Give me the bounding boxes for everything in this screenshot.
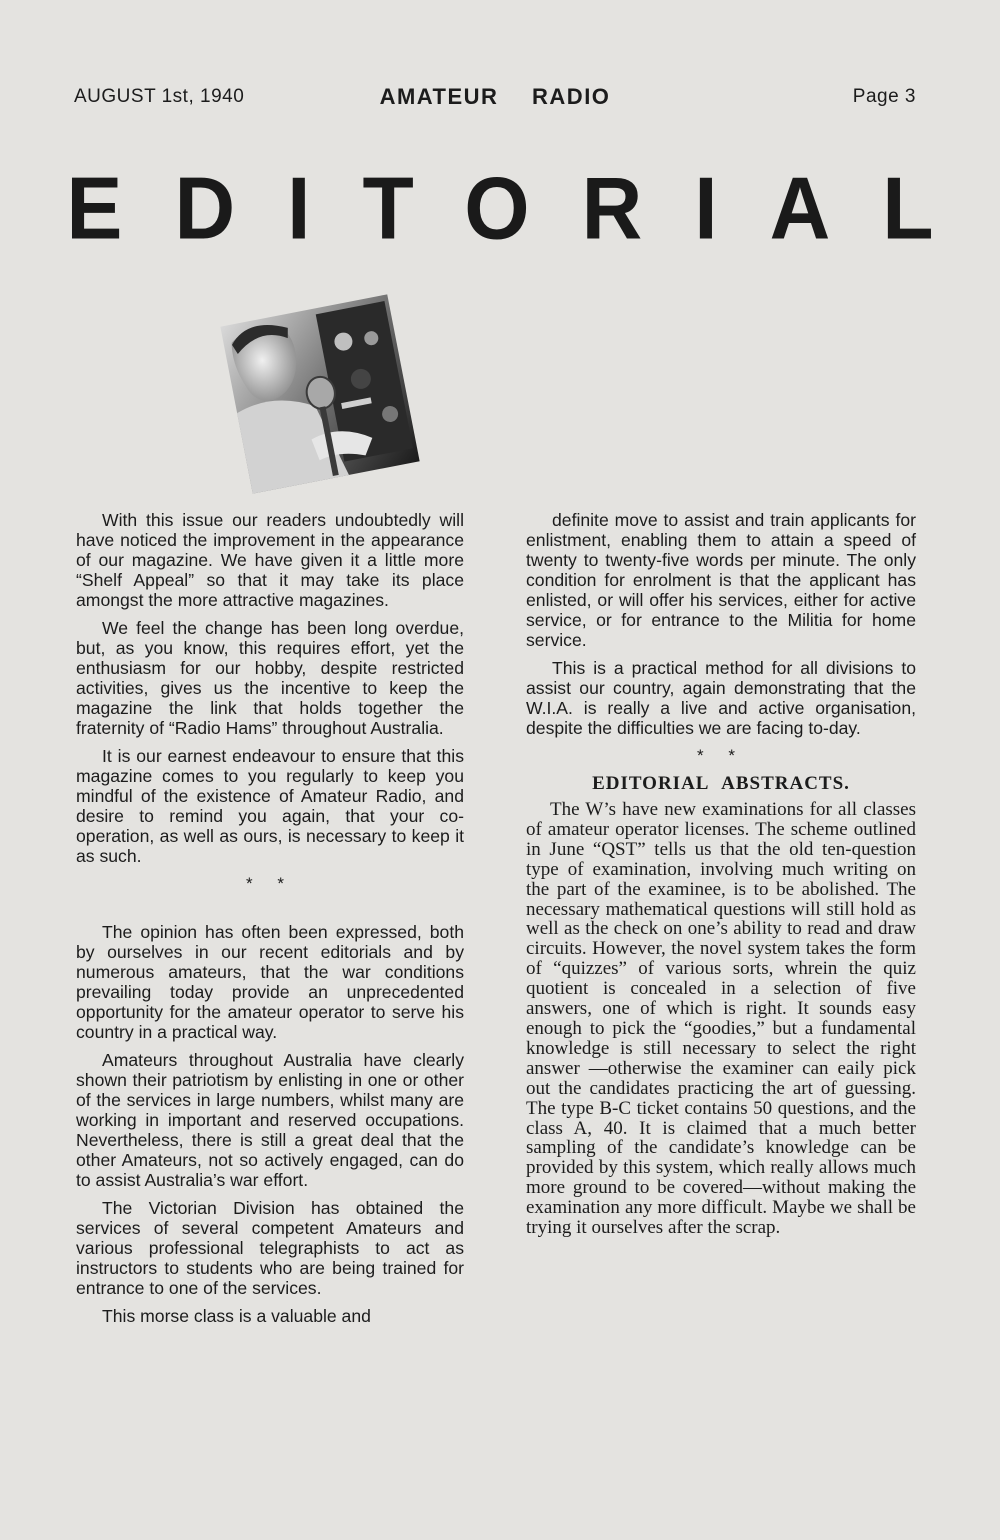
abstracts-heading: EDITORIAL ABSTRACTS. (592, 773, 850, 794)
paragraph: It is our earnest endeavour to ensure that this magazine comes to you regularly to keep you mindful of the existence of Amateur Radio, and desire to remind you again, that your co-operation, as well as ours, is necessary to keep it as such. (76, 746, 464, 866)
right-column (526, 510, 916, 1246)
paragraph: This is a practical method for all divisions to assist our country, again demonstrating that the W.I.A. is really a live and active organisation, despite the difficulties we are facing to-day. (526, 658, 916, 738)
magazine-name: AMATEUR RADIO (379, 84, 611, 109)
paragraph: The W’s have new examinations for all classes of amateur operator licenses. The scheme outlined in June “QST” tells us that the old ten-question type of examination, involving much writing on the part of the examinee, is to be abolished. The necessary mathematical questions will still hold as well as the check on one’s ability to read and draw circuits. However, the novel system takes the form of “quizzes” of various sorts, whrein the quiz quotient is concealed in a selection of five answers, one of which is right. It sounds easy enough to pick the “goodies,” but a fundamental knowledge is still necessary to select the right answer —otherwise the examiner can eaily pick out the candidates practicing the art of guessing. The type B-C ticket contains 50 questions, and the class A, 40. It is claimed that a much better sampling of the candidate’s knowledge can be provided by this system, which really allows much more ground to be covered—without making the examination any more difficult. Maybe we shall be trying it ourselves after the scrap. (526, 799, 916, 1239)
paragraph: We feel the change has been long overdue, but, as you know, this requires effort, yet the enthusiasm for our hobby, despite restricted activities, gives us the incentive to keep the magazine the link that holds together the fraternity of “Radio Hams” throughout Australia. (76, 618, 464, 738)
page-title: EDITORIAL (66, 158, 986, 258)
abstracts-body (526, 800, 916, 1238)
paragraph: The opinion has often been expressed, both by ourselves in our recent editorials and by numerous amateurs, that the war conditions prevailing today provide an unprecedented opportunity for the amateur operator to serve his country in a practical way. (76, 922, 464, 1042)
running-head (74, 86, 916, 112)
man-at-microphone-photo (213, 287, 427, 501)
paragraph: With this issue our readers undoubtedly will have noticed the improvement in the appearance of our magazine. We have given it a little more “Shelf Appeal” so that it may take its place amongst the more attractive magazines. (76, 510, 464, 610)
section-separator: * * (246, 874, 294, 893)
paragraph: definite move to assist and train applicants for enlistment, enabling them to attain a speed of twenty to twenty-five words per minute. The only condition for enrolment is that the applicant has enlisted, or will offer his services, either for active service, or for entrance to the Militia for home service. (526, 510, 916, 650)
page-number: Page 3 (852, 86, 916, 107)
issue-date: AUGUST 1st, 1940 (74, 86, 245, 107)
section-separator: * * (697, 746, 745, 765)
paragraph: Amateurs throughout Australia have clearly shown their patriotism by enlisting in one or other of the services in large numbers, whilst many are working in important and reserved occupations. Nevertheless, there is still a great deal that the other Amateurs, not so actively engaged, can do to assist Australia’s war effort. (76, 1050, 464, 1190)
paragraph: This morse class is a valuable and (102, 1306, 371, 1326)
left-column (76, 510, 464, 1334)
paragraph: The Victorian Division has obtained the services of several competent Amateurs and various professional telegraphists to act as instructors to students who are being trained for entrance to one of the services. (76, 1198, 464, 1298)
